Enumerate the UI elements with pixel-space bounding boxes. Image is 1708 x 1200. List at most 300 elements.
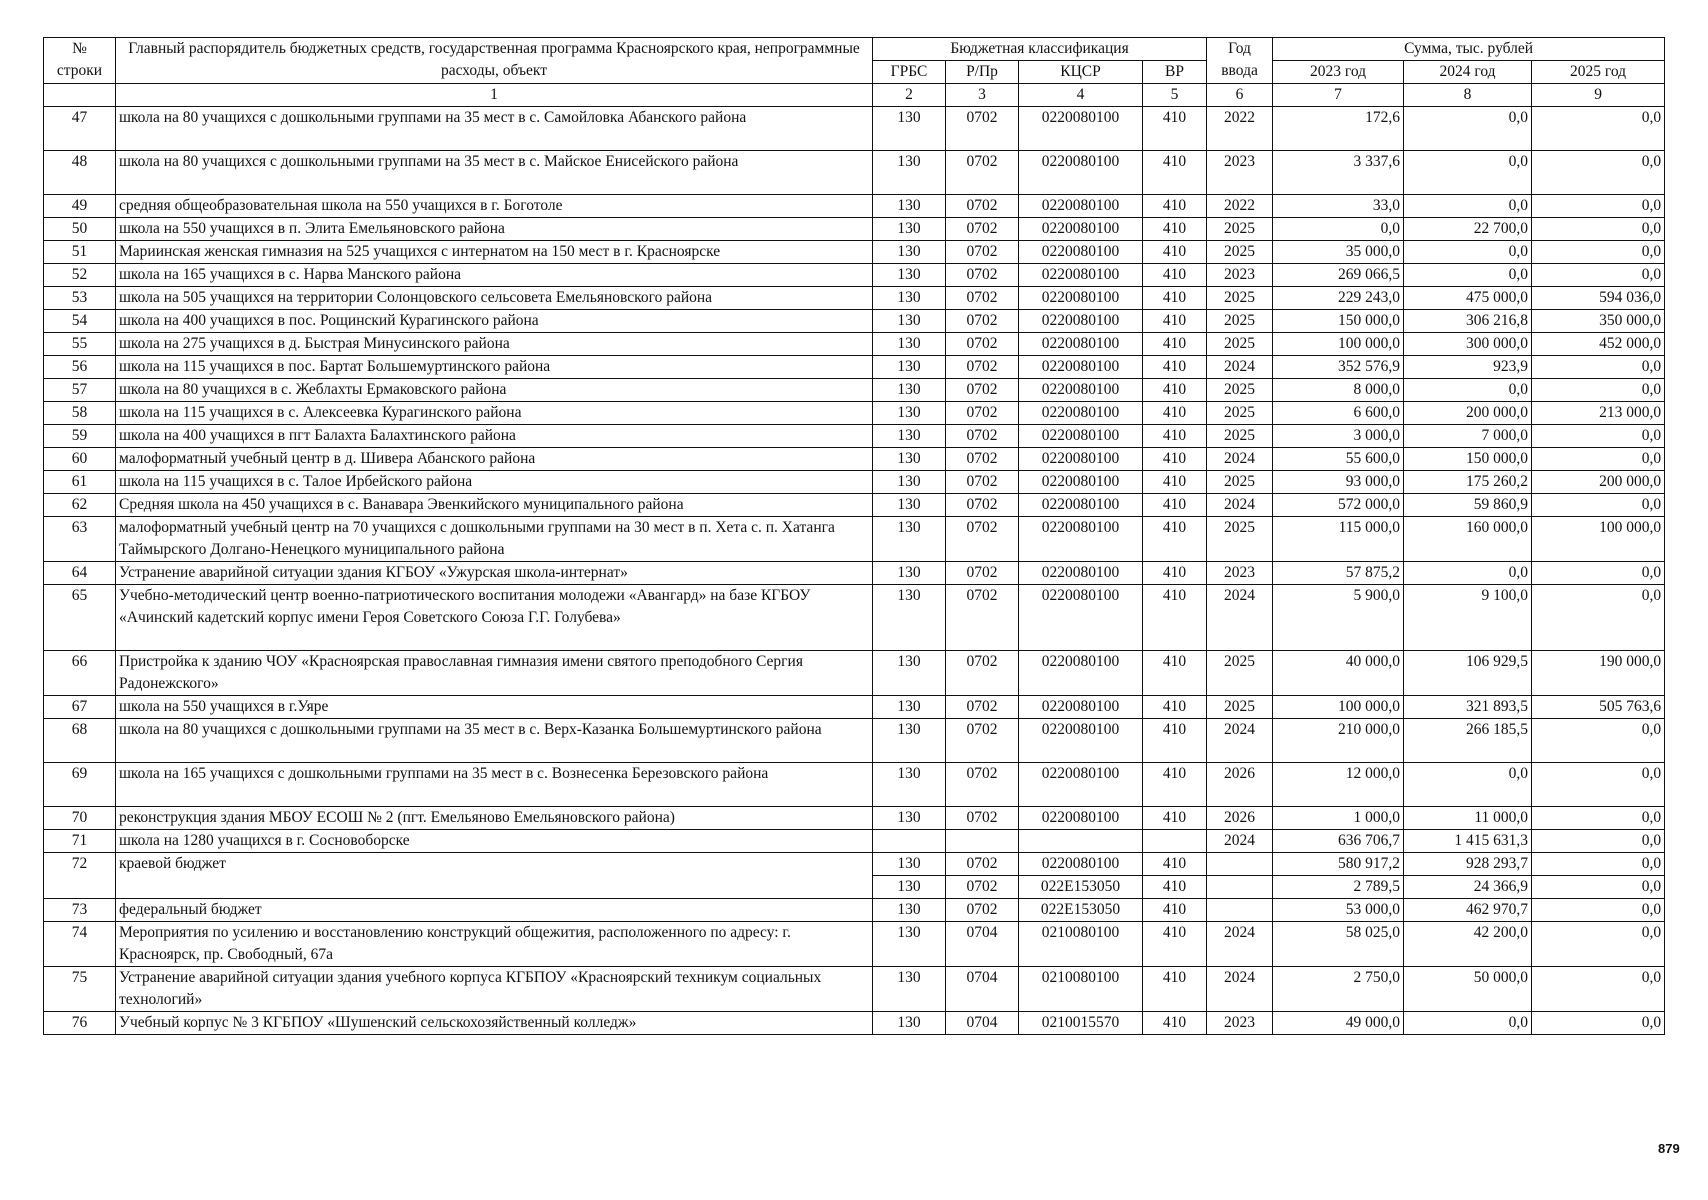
table-row [44,807,1665,830]
cell-name: школа на 400 учащихся в пгт Балахта Балахтинского района [116,425,873,448]
cell-grbs: 130 [873,763,946,807]
cell-no: 68 [44,719,116,763]
cell-year: 2025 [1207,651,1273,696]
cell-kcsr: 0220080100 [1019,651,1143,696]
cell-s2023: 35 000,0 [1273,241,1404,264]
cell-vr: 410 [1143,356,1207,379]
cell-year: 2024 [1207,448,1273,471]
page-number: 879 [1658,1141,1680,1156]
cell-s2025: 0,0 [1532,830,1665,853]
cell-grbs: 130 [873,310,946,333]
table-row [44,719,1665,763]
cell-name: школа на 505 учащихся на территории Солонцовского сельсовета Емельяновского района [116,287,873,310]
cell-s2023: 6 600,0 [1273,402,1404,425]
cell-s2023: 229 243,0 [1273,287,1404,310]
table-row [44,853,1665,876]
cell-s2024: 321 893,5 [1404,696,1532,719]
cell-s2024: 928 293,7 [1404,853,1532,876]
cell-no: 65 [44,585,116,651]
cell-rpr: 0704 [946,967,1019,1012]
cell-name: школа на 550 учащихся в п. Элита Емельяновского района [116,218,873,241]
cell-kcsr: 0210080100 [1019,922,1143,967]
cell-no: 51 [44,241,116,264]
cell-vr: 410 [1143,853,1207,876]
cell-year: 2024 [1207,719,1273,763]
cell-vr: 410 [1143,922,1207,967]
cell-s2023: 115 000,0 [1273,517,1404,562]
column-number-empty [44,84,116,107]
cell-year: 2025 [1207,402,1273,425]
cell-s2024: 0,0 [1404,151,1532,195]
cell-s2023: 0,0 [1273,218,1404,241]
cell-year [1207,853,1273,876]
cell-year: 2024 [1207,585,1273,651]
cell-no: 48 [44,151,116,195]
cell-vr: 410 [1143,763,1207,807]
header-2024: 2024 год [1404,61,1532,84]
cell-s2024: 200 000,0 [1404,402,1532,425]
cell-s2024: 0,0 [1404,562,1532,585]
cell-no: 58 [44,402,116,425]
cell-grbs: 130 [873,967,946,1012]
cell-vr: 410 [1143,241,1207,264]
cell-no: 50 [44,218,116,241]
cell-s2025: 0,0 [1532,448,1665,471]
cell-no: 73 [44,899,116,922]
cell-grbs: 130 [873,853,946,876]
cell-s2025: 0,0 [1532,807,1665,830]
cell-vr: 410 [1143,218,1207,241]
cell-name: школа на 165 учащихся в с. Нарва Манского района [116,264,873,287]
cell-s2024: 106 929,5 [1404,651,1532,696]
cell-vr: 410 [1143,333,1207,356]
cell-year: 2025 [1207,287,1273,310]
cell-no: 75 [44,967,116,1012]
cell-name: школа на 80 учащихся в с. Жеблахты Ермаковского района [116,379,873,402]
header-rpr: Р/Пр [946,61,1019,84]
cell-s2024: 475 000,0 [1404,287,1532,310]
cell-no: 59 [44,425,116,448]
cell-s2023: 1 000,0 [1273,807,1404,830]
cell-grbs: 130 [873,696,946,719]
cell-s2025: 0,0 [1532,562,1665,585]
cell-grbs: 130 [873,241,946,264]
cell-vr [1143,830,1207,853]
cell-rpr: 0702 [946,264,1019,287]
cell-year: 2025 [1207,425,1273,448]
cell-grbs: 130 [873,517,946,562]
cell-s2024: 7 000,0 [1404,425,1532,448]
cell-kcsr: 0220080100 [1019,494,1143,517]
cell-s2025: 0,0 [1532,876,1665,899]
cell-rpr: 0702 [946,651,1019,696]
cell-s2023: 8 000,0 [1273,379,1404,402]
cell-year: 2025 [1207,379,1273,402]
cell-rpr: 0702 [946,333,1019,356]
cell-grbs: 130 [873,876,946,899]
cell-grbs: 130 [873,807,946,830]
cell-no: 53 [44,287,116,310]
cell-kcsr: 0220080100 [1019,287,1143,310]
cell-s2023: 2 750,0 [1273,967,1404,1012]
cell-rpr: 0702 [946,763,1019,807]
cell-vr: 410 [1143,719,1207,763]
cell-rpr: 0704 [946,1012,1019,1035]
cell-rpr: 0702 [946,241,1019,264]
cell-no: 66 [44,651,116,696]
cell-name: школа на 400 учащихся в пос. Рощинский Курагинского района [116,310,873,333]
cell-rpr: 0702 [946,807,1019,830]
cell-rpr: 0702 [946,356,1019,379]
cell-no: 60 [44,448,116,471]
cell-s2025: 100 000,0 [1532,517,1665,562]
table-row [44,967,1665,1012]
header-name: Главный распорядитель бюджетных средств, государственная программа Красноярского края, непрограммные расходы, объект [116,38,873,84]
cell-grbs: 130 [873,471,946,494]
header-vr: ВР [1143,61,1207,84]
cell-s2025: 350 000,0 [1532,310,1665,333]
cell-rpr: 0702 [946,494,1019,517]
cell-s2024: 175 260,2 [1404,471,1532,494]
cell-s2024: 0,0 [1404,195,1532,218]
cell-kcsr: 0220080100 [1019,264,1143,287]
cell-name: школа на 550 учащихся в г.Уяре [116,696,873,719]
cell-year: 2026 [1207,763,1273,807]
cell-s2024: 42 200,0 [1404,922,1532,967]
table-row [44,356,1665,379]
cell-rpr [946,830,1019,853]
cell-s2025: 200 000,0 [1532,471,1665,494]
cell-s2025: 0,0 [1532,107,1665,151]
cell-kcsr: 0220080100 [1019,218,1143,241]
cell-s2025: 452 000,0 [1532,333,1665,356]
cell-rpr: 0702 [946,195,1019,218]
cell-s2024: 11 000,0 [1404,807,1532,830]
budget-table [43,37,1665,1035]
cell-grbs: 130 [873,719,946,763]
cell-grbs: 130 [873,922,946,967]
cell-name: Пристройка к зданию ЧОУ «Красноярская православная гимназия имени святого преподобного Сергия Радонежского» [116,651,873,696]
cell-grbs: 130 [873,333,946,356]
cell-name: школа на 115 учащихся в с. Алексеевка Курагинского района [116,402,873,425]
table-row [44,651,1665,696]
cell-s2024: 160 000,0 [1404,517,1532,562]
cell-rpr: 0702 [946,876,1019,899]
cell-name: школа на 115 учащихся в с. Талое Ирбейского района [116,471,873,494]
cell-rpr: 0702 [946,719,1019,763]
cell-grbs: 130 [873,1012,946,1035]
table-row [44,379,1665,402]
cell-name: школа на 115 учащихся в пос. Бартат Большемуртинского района [116,356,873,379]
table-row [44,830,1665,853]
cell-year: 2024 [1207,967,1273,1012]
cell-kcsr: 022E153050 [1019,899,1143,922]
table-row [44,471,1665,494]
cell-s2024: 59 860,9 [1404,494,1532,517]
cell-s2024: 266 185,5 [1404,719,1532,763]
table-row [44,517,1665,562]
header-grbs: ГРБС [873,61,946,84]
cell-kcsr: 0220080100 [1019,517,1143,562]
cell-vr: 410 [1143,967,1207,1012]
cell-vr: 410 [1143,151,1207,195]
cell-no: 62 [44,494,116,517]
table-row [44,310,1665,333]
cell-name: школа на 80 учащихся с дошкольными группами на 35 мест в с. Верх-Казанка Большемуртинского района [116,719,873,763]
header-year: Год ввода [1207,38,1273,84]
cell-s2025: 0,0 [1532,151,1665,195]
cell-name: школа на 80 учащихся с дошкольными группами на 35 мест в с. Майское Енисейского района [116,151,873,195]
cell-grbs: 130 [873,402,946,425]
cell-kcsr: 0220080100 [1019,471,1143,494]
cell-s2025: 0,0 [1532,585,1665,651]
cell-vr: 410 [1143,876,1207,899]
cell-s2023: 3 337,6 [1273,151,1404,195]
table-row [44,287,1665,310]
cell-kcsr: 0220080100 [1019,719,1143,763]
header-kcsr: КЦСР [1019,61,1143,84]
cell-no: 72 [44,853,116,899]
cell-grbs: 130 [873,494,946,517]
cell-kcsr: 0220080100 [1019,107,1143,151]
table-row [44,1012,1665,1035]
table-row [44,585,1665,651]
cell-grbs: 130 [873,425,946,448]
cell-s2025: 0,0 [1532,241,1665,264]
cell-vr: 410 [1143,696,1207,719]
cell-vr: 410 [1143,287,1207,310]
cell-s2024: 0,0 [1404,763,1532,807]
cell-s2025: 0,0 [1532,899,1665,922]
table-row [44,107,1665,151]
cell-s2024: 9 100,0 [1404,585,1532,651]
cell-kcsr: 0220080100 [1019,448,1143,471]
cell-year: 2024 [1207,830,1273,853]
cell-kcsr: 0220080100 [1019,763,1143,807]
cell-s2024: 1 415 631,3 [1404,830,1532,853]
cell-s2025: 0,0 [1532,425,1665,448]
cell-s2025: 0,0 [1532,494,1665,517]
cell-grbs: 130 [873,218,946,241]
cell-kcsr: 0220080100 [1019,356,1143,379]
cell-s2024: 923,9 [1404,356,1532,379]
cell-vr: 410 [1143,425,1207,448]
cell-vr: 410 [1143,517,1207,562]
cell-s2024: 306 216,8 [1404,310,1532,333]
cell-kcsr: 0220080100 [1019,562,1143,585]
cell-vr: 410 [1143,1012,1207,1035]
cell-s2025: 213 000,0 [1532,402,1665,425]
cell-name: Учебно-методический центр военно-патриотического воспитания молодежи «Авангард» на базе КГБОУ «Ачинский кадетский корпус имени Героя Советского Союза Г.Г. Голубева» [116,585,873,651]
cell-year: 2025 [1207,471,1273,494]
header-budget-class: Бюджетная классификация [873,38,1207,61]
cell-year: 2023 [1207,1012,1273,1035]
cell-name: Средняя школа на 450 учащихся в с. Ванавара Эвенкийского муниципального района [116,494,873,517]
cell-kcsr: 0220080100 [1019,241,1143,264]
cell-no: 71 [44,830,116,853]
cell-year: 2025 [1207,218,1273,241]
cell-s2024: 0,0 [1404,241,1532,264]
cell-vr: 410 [1143,562,1207,585]
cell-s2024: 24 366,9 [1404,876,1532,899]
cell-rpr: 0702 [946,853,1019,876]
column-number: 6 [1207,84,1273,107]
column-number: 9 [1532,84,1665,107]
cell-s2023: 55 600,0 [1273,448,1404,471]
cell-name: средняя общеобразовательная школа на 550 учащихся в г. Боготоле [116,195,873,218]
cell-rpr: 0702 [946,899,1019,922]
header-row-1 [44,38,1665,61]
cell-grbs: 130 [873,356,946,379]
cell-kcsr: 0220080100 [1019,310,1143,333]
cell-no: 47 [44,107,116,151]
cell-s2025: 0,0 [1532,763,1665,807]
table-row [44,264,1665,287]
cell-s2024: 150 000,0 [1404,448,1532,471]
table-row [44,562,1665,585]
cell-s2023: 269 066,5 [1273,264,1404,287]
cell-rpr: 0702 [946,471,1019,494]
column-number: 8 [1404,84,1532,107]
cell-kcsr [1019,830,1143,853]
column-number: 7 [1273,84,1404,107]
cell-year: 2023 [1207,264,1273,287]
table-row [44,241,1665,264]
cell-s2024: 462 970,7 [1404,899,1532,922]
cell-kcsr: 0220080100 [1019,807,1143,830]
cell-rpr: 0702 [946,585,1019,651]
cell-s2023: 636 706,7 [1273,830,1404,853]
cell-no: 61 [44,471,116,494]
cell-no: 52 [44,264,116,287]
cell-s2025: 594 036,0 [1532,287,1665,310]
cell-vr: 410 [1143,195,1207,218]
cell-year: 2025 [1207,333,1273,356]
cell-rpr: 0704 [946,922,1019,967]
cell-kcsr: 0220080100 [1019,425,1143,448]
cell-s2025: 0,0 [1532,922,1665,967]
header-sum: Сумма, тыс. рублей [1273,38,1665,61]
table-row [44,425,1665,448]
cell-s2023: 40 000,0 [1273,651,1404,696]
cell-rpr: 0702 [946,218,1019,241]
cell-s2024: 0,0 [1404,107,1532,151]
cell-rpr: 0702 [946,402,1019,425]
cell-grbs: 130 [873,899,946,922]
cell-s2025: 0,0 [1532,195,1665,218]
cell-no: 55 [44,333,116,356]
cell-s2025: 0,0 [1532,1012,1665,1035]
cell-year [1207,876,1273,899]
cell-grbs: 130 [873,448,946,471]
cell-rpr: 0702 [946,448,1019,471]
cell-s2023: 57 875,2 [1273,562,1404,585]
cell-vr: 410 [1143,310,1207,333]
cell-kcsr: 0220080100 [1019,696,1143,719]
cell-name: Мариинская женская гимназия на 525 учащихся с интернатом на 150 мест в г. Красноярске [116,241,873,264]
cell-name: малоформатный учебный центр в д. Шивера Абанского района [116,448,873,471]
cell-year: 2025 [1207,241,1273,264]
cell-no: 67 [44,696,116,719]
cell-kcsr: 022E153050 [1019,876,1143,899]
cell-s2024: 22 700,0 [1404,218,1532,241]
table-row [44,333,1665,356]
header-2025: 2025 год [1532,61,1665,84]
cell-grbs: 130 [873,195,946,218]
cell-no: 69 [44,763,116,807]
cell-year: 2025 [1207,696,1273,719]
cell-s2023: 58 025,0 [1273,922,1404,967]
cell-rpr: 0702 [946,151,1019,195]
cell-no: 57 [44,379,116,402]
table-row [44,922,1665,967]
cell-vr: 410 [1143,807,1207,830]
cell-kcsr: 0220080100 [1019,151,1143,195]
cell-s2023: 3 000,0 [1273,425,1404,448]
cell-grbs: 130 [873,379,946,402]
cell-grbs: 130 [873,562,946,585]
table-row [44,402,1665,425]
cell-year: 2023 [1207,151,1273,195]
cell-grbs [873,830,946,853]
cell-s2023: 352 576,9 [1273,356,1404,379]
cell-name: школа на 1280 учащихся в г. Сосновоборске [116,830,873,853]
cell-no: 70 [44,807,116,830]
cell-s2023: 580 917,2 [1273,853,1404,876]
cell-s2023: 100 000,0 [1273,696,1404,719]
cell-rpr: 0702 [946,107,1019,151]
cell-year: 2022 [1207,195,1273,218]
cell-vr: 410 [1143,402,1207,425]
cell-s2024: 300 000,0 [1404,333,1532,356]
cell-name: федеральный бюджет [116,899,873,922]
cell-kcsr: 0210015570 [1019,1012,1143,1035]
cell-s2024: 0,0 [1404,264,1532,287]
cell-year [1207,899,1273,922]
cell-year: 2024 [1207,922,1273,967]
cell-s2023: 49 000,0 [1273,1012,1404,1035]
cell-rpr: 0702 [946,425,1019,448]
table-row [44,448,1665,471]
cell-rpr: 0702 [946,696,1019,719]
cell-s2025: 0,0 [1532,719,1665,763]
cell-s2023: 150 000,0 [1273,310,1404,333]
cell-s2025: 190 000,0 [1532,651,1665,696]
cell-year: 2024 [1207,494,1273,517]
cell-no: 64 [44,562,116,585]
cell-kcsr: 0220080100 [1019,402,1143,425]
cell-name: Устранение аварийной ситуации здания учебного корпуса КГБПОУ «Красноярский техникум социальных технологий» [116,967,873,1012]
cell-year: 2025 [1207,517,1273,562]
cell-no: 63 [44,517,116,562]
cell-year: 2024 [1207,356,1273,379]
table-row [44,218,1665,241]
cell-s2023: 33,0 [1273,195,1404,218]
cell-s2025: 0,0 [1532,853,1665,876]
cell-grbs: 130 [873,287,946,310]
cell-s2023: 210 000,0 [1273,719,1404,763]
cell-no: 74 [44,922,116,967]
cell-kcsr: 0210080100 [1019,967,1143,1012]
cell-year: 2023 [1207,562,1273,585]
cell-name: Устранение аварийной ситуации здания КГБОУ «Ужурская школа-интернат» [116,562,873,585]
column-number: 1 [116,84,873,107]
cell-s2024: 0,0 [1404,1012,1532,1035]
table-row [44,763,1665,807]
cell-name: малоформатный учебный центр на 70 учащихся с дошкольными группами на 30 мест в п. Хета с. п. Хатанга Таймырского Долгано-Ненецкого муниципального района [116,517,873,562]
column-number: 5 [1143,84,1207,107]
cell-grbs: 130 [873,151,946,195]
